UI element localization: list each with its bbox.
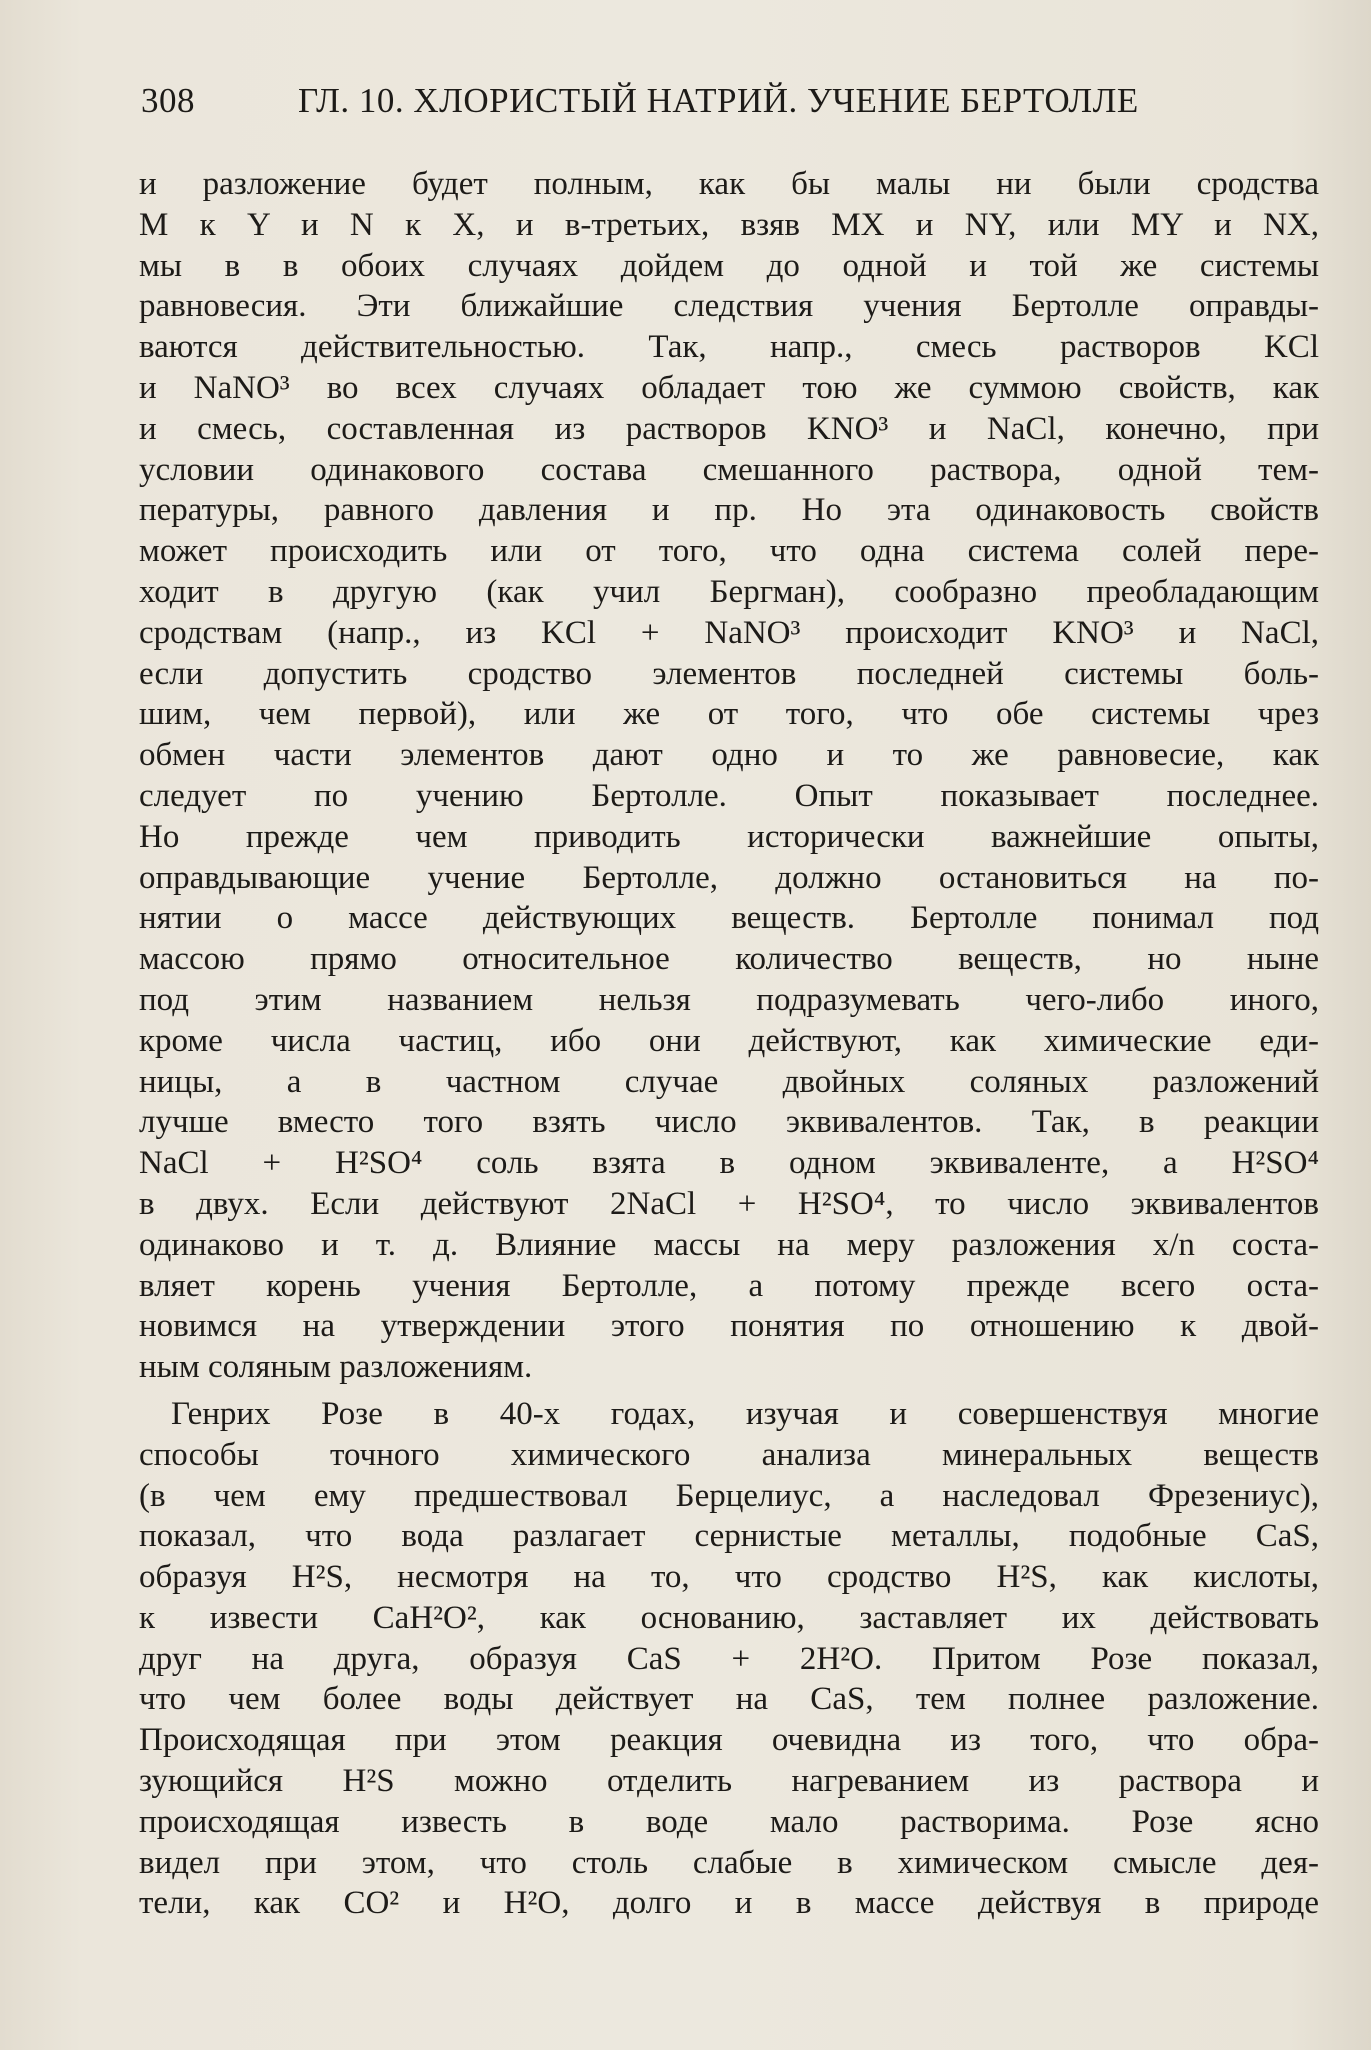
text-line: образуя H²S, несмотря на то, что сродство H²S, как кислоты, xyxy=(139,1559,1319,1596)
text-line: тели, как CO² и H²O, долго и в массе действуя в природе xyxy=(139,1885,1319,1922)
text-line: ваются действительностью. Так, напр., смесь растворов KCl xyxy=(139,329,1319,366)
text-line: если допустить сродство элементов последней системы боль- xyxy=(139,655,1319,692)
text-line: что чем более воды действует на CaS, тем полнее разложение. xyxy=(139,1681,1319,1718)
text-line: и NaNO³ во всех случаях обладает тою же суммою свойств, как xyxy=(139,369,1319,406)
text-line: показал, что вода разлагает сернистые металлы, подобные CaS, xyxy=(139,1518,1319,1555)
body-text xyxy=(139,164,1319,1924)
text-line: нятии о массе действующих веществ. Бертолле понимал под xyxy=(139,900,1319,937)
text-line: вляет корень учения Бертолле, а потому прежде всего оста- xyxy=(139,1267,1319,1304)
text-line: способы точного химического анализа минеральных веществ xyxy=(139,1436,1319,1473)
text-line: под этим названием нельзя подразумевать чего-либо иного, xyxy=(139,981,1319,1018)
text-line: к извести CaH²O², как основанию, заставляет их действовать xyxy=(139,1599,1319,1636)
text-line: Происходящая при этом реакция очевидна из того, что обра- xyxy=(139,1722,1319,1759)
text-line: кроме числа частиц, ибо они действуют, как химические еди- xyxy=(139,1022,1319,1059)
text-line: Но прежде чем приводить исторически важнейшие опыты, xyxy=(139,818,1319,855)
text-line: обмен части элементов дают одно и то же равновесие, как xyxy=(139,737,1319,774)
text-line: Генрих Розе в 40-х годах, изучая и совершенствуя многие xyxy=(171,1395,1319,1432)
page-number: 308 xyxy=(141,81,195,120)
text-line: в двух. Если действуют 2NaCl + H²SO⁴, то число эквивалентов xyxy=(139,1185,1319,1222)
text-line: может происходить или от того, что одна система солей пере- xyxy=(139,533,1319,570)
page-header xyxy=(141,76,1319,126)
text-line: ным соляным разложениям. xyxy=(139,1349,533,1386)
text-line: происходящая известь в воде мало растворима. Розе ясно xyxy=(139,1803,1319,1840)
text-line: оправдывающие учение Бертолле, должно остановиться на по- xyxy=(139,859,1319,896)
text-line: массою прямо относительное количество веществ, но ныне xyxy=(139,941,1319,978)
text-line: друг на друга, образуя CaS + 2H²O. Притом Розе показал, xyxy=(139,1640,1319,1677)
text-line: и смесь, составленная из растворов KNO³ и NaCl, конечно, при xyxy=(139,410,1319,447)
text-line: условии одинакового состава смешанного раствора, одной тем- xyxy=(139,451,1319,488)
text-line: равновесия. Эти ближайшие следствия учения Бертолле оправды- xyxy=(139,288,1319,325)
running-title: ГЛ. 10. ХЛОРИСТЫЙ НАТРИЙ. УЧЕНИЕ БЕРТОЛЛЕ xyxy=(298,81,1139,120)
text-line: зующийся H²S можно отделить нагреванием из раствора и xyxy=(139,1763,1319,1800)
text-line: одинаково и т. д. Влияние массы на меру разложения x/n соста- xyxy=(139,1226,1319,1263)
text-line: сродствам (напр., из KCl + NaNO³ происходит KNO³ и NaCl, xyxy=(139,614,1319,651)
text-line: ницы, а в частном случае двойных соляных разложений xyxy=(139,1063,1319,1100)
text-line: (в чем ему предшествовал Берцелиус, а наследовал Фрезениус), xyxy=(139,1477,1319,1514)
text-line: NaCl + H²SO⁴ соль взята в одном эквиваленте, а H²SO⁴ xyxy=(139,1145,1319,1182)
text-line: новимся на утверждении этого понятия по отношению к двой- xyxy=(139,1308,1319,1345)
text-line: M к Y и N к X, и в-третьих, взяв MX и NY, или MY и NX, xyxy=(139,206,1319,243)
text-line: и разложение будет полным, как бы малы ни были сродства xyxy=(139,166,1319,202)
text-line: видел при этом, что столь слабые в химическом смысле дея- xyxy=(139,1844,1319,1881)
text-line: мы в в обоих случаях дойдем до одной и той же системы xyxy=(139,247,1319,284)
text-line: пературы, равного давления и пр. Но эта одинаковость свойств xyxy=(139,492,1319,529)
text-line: следует по учению Бертолле. Опыт показывает последнее. xyxy=(139,777,1319,814)
text-line: лучше вместо того взять число эквивалентов. Так, в реакции xyxy=(139,1104,1319,1141)
text-line: шим, чем первой), или же от того, что обе системы чрез xyxy=(139,696,1319,733)
text-line: ходит в другую (как учил Бергман), сообразно преобладающим xyxy=(139,573,1319,610)
